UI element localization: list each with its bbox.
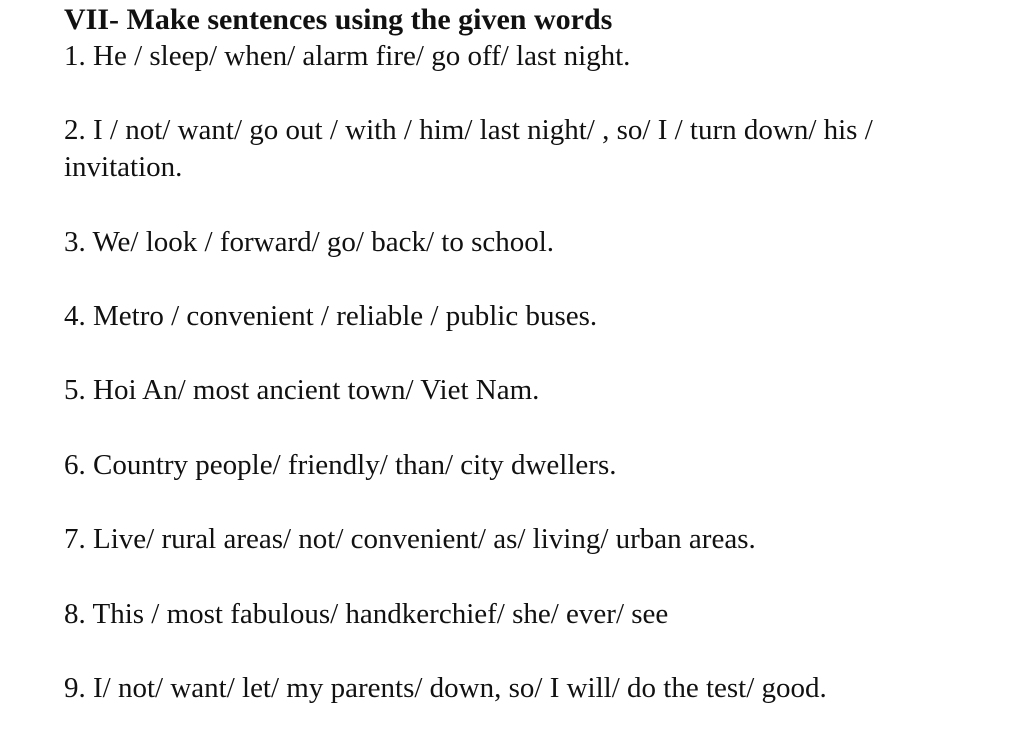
sentence-item-7 [64,521,756,558]
sentence-line: 5. Hoi An/ most ancient town/ Viet Nam. [64,374,540,406]
sentence-item-5 [64,372,539,409]
sentence-line: 2. I / not/ want/ go out / with / him/ last night/ , so/ I / turn down/ his / [64,114,873,146]
sentence-item-2 [64,112,873,186]
sentence-item-1 [64,38,630,75]
sentence-item-4 [64,298,597,335]
exercise-title: VII- Make sentences using the given words [64,3,613,36]
sentence-item-8 [64,596,668,633]
sentence-item-9 [64,670,827,707]
sentence-line: 6. Country people/ friendly/ than/ city dwellers. [64,449,617,481]
sentence-line: 1. He / sleep/ when/ alarm fire/ go off/ last night. [64,40,631,72]
sentence-line: 3. We/ look / forward/ go/ back/ to school. [64,226,555,258]
sentence-line: 4. Metro / convenient / reliable / public buses. [64,300,598,332]
sentence-line: 8. This / most fabulous/ handkerchief/ she/ ever/ see [64,598,669,630]
sentence-item-3 [64,224,554,261]
sentence-line: 7. Live/ rural areas/ not/ convenient/ as/ living/ urban areas. [64,523,756,555]
sentence-item-6 [64,447,617,484]
sentence-line: invitation. [64,151,183,183]
sentence-line: 9. I/ not/ want/ let/ my parents/ down, so/ I will/ do the test/ good. [64,672,827,704]
